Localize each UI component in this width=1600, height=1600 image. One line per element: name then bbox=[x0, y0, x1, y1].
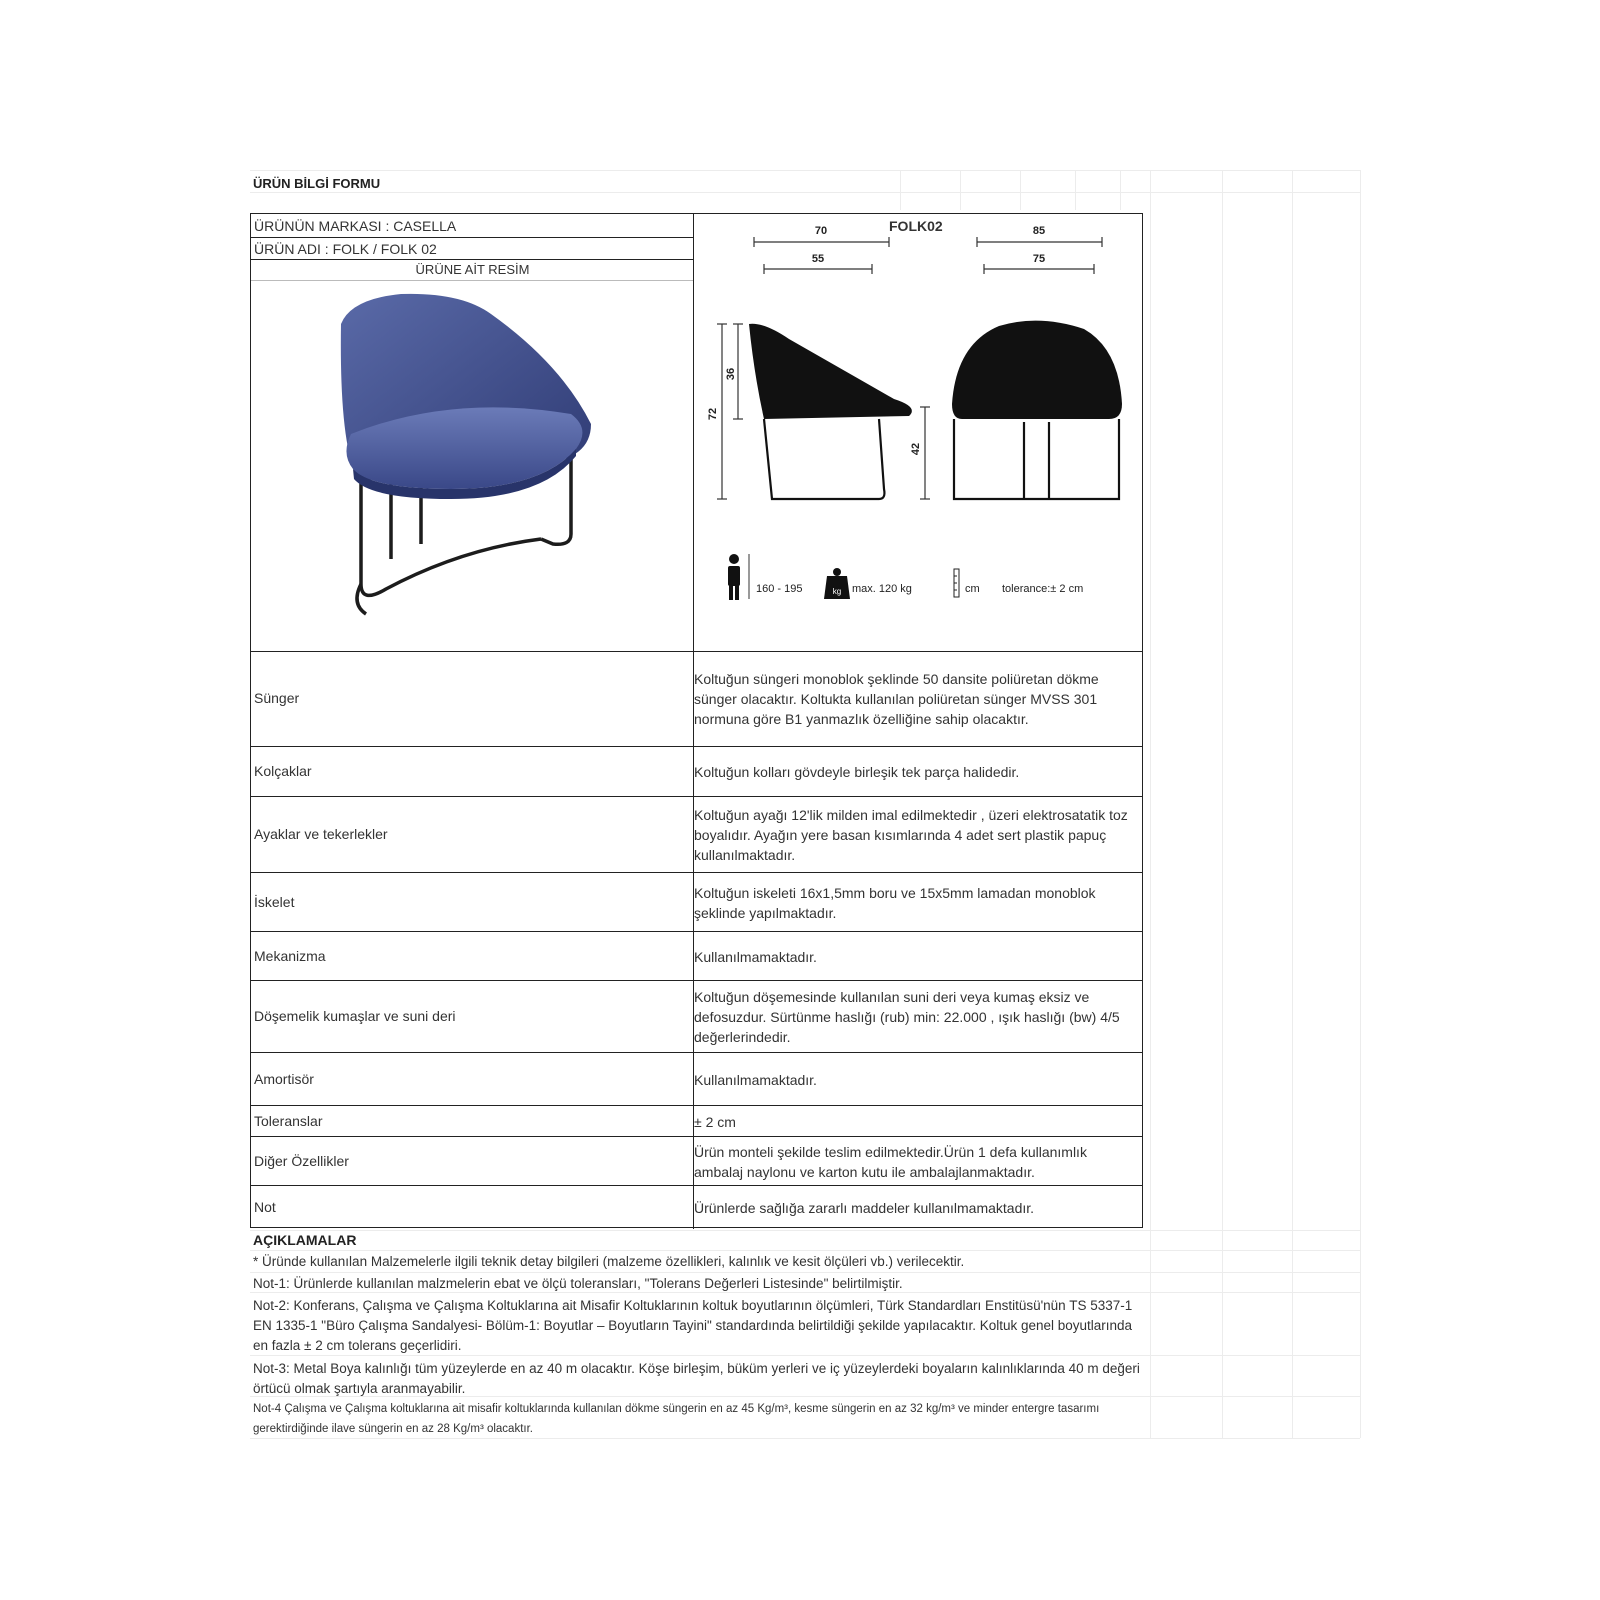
spec-label: Sünger bbox=[254, 690, 300, 706]
product-name-cell: ÜRÜN ADI : FOLK / FOLK 02 bbox=[254, 241, 437, 257]
person-range: 160 - 195 bbox=[756, 583, 803, 595]
spec-value: Ürünlerde sağlığa zararlı maddeler kullanılmamaktadır. bbox=[694, 1199, 1035, 1216]
note-item-4: Not-4 Çalışma ve Çalışma koltuklarına ait misafir koltuklarında kullanılan dökme süngerin en az 45 Kg/m³, kesme süngerin en az 32 kg/m³ ve minder entergre tasarımı gerektirdiğinde ilave süngerin en az 28 Kg/m³ olacaktır. bbox=[253, 1403, 1100, 1435]
spec-value: Koltuğun döşemesinde kullanılan suni deri veya kumaş eksiz ve defosuzdur. Sürtünme haslığı (rub) min: 22.000 , ışık haslığı (bw) 4/5 değerlerindedir. bbox=[694, 989, 1120, 1045]
spec-row bbox=[251, 651, 1142, 747]
spec-value: Koltuğun iskeleti 16x1,5mm boru ve 15x5mm lamadan monoblok şeklinde yapılmaktadır. bbox=[694, 884, 1096, 921]
dim-seat-height: 42 bbox=[910, 442, 922, 456]
notes-title: AÇIKLAMALAR bbox=[253, 1232, 357, 1248]
spec-value: Koltuğun süngeri monoblok şeklinde 50 dansite poliüretan dökme sünger olacaktır. Koltukta kullanılan poliüretan sünger MVSS 301 normuna göre B1 yanmazlık özelliğine sahip olacaktır. bbox=[694, 671, 1099, 727]
spec-label: Diğer Özellikler bbox=[254, 1152, 349, 1169]
spec-row bbox=[251, 1053, 1142, 1106]
dim-depth-top: 85 bbox=[1032, 225, 1046, 237]
spec-row bbox=[251, 932, 1142, 981]
spec-row bbox=[251, 873, 1142, 932]
note-item-0: * Üründe kullanılan Malzemelerle ilgili teknik detay bilgileri (malzeme özellikleri, kalınlık ve kesit ölçüleri vb.) verilecektir. bbox=[253, 1254, 965, 1269]
spec-value: Kullanılmamaktadır. bbox=[694, 1071, 817, 1088]
spec-label: Toleranslar bbox=[254, 1112, 323, 1129]
dim-back-height: 36 bbox=[725, 367, 737, 381]
spec-label: Not bbox=[254, 1198, 276, 1215]
dim-width-seat: 55 bbox=[811, 253, 825, 265]
note-item-2: Not-2: Konferans, Çalışma ve Çalışma Koltuklarına ait Misafir Koltuklarının koltuk boyutlarının ölçümleri, Türk Standardları Enstitüsü'nün TS 5337-1 EN 1335-1 "Büro Çalışma Sandalyesi- Bölüm-1: Boyutlar – Boyutların Tayini" standardında belirtildiği şekilde yapılacaktır. Koltuk genel boyutlarında en fazla ± 2 cm tolerans geçerlidiri. bbox=[253, 1298, 1133, 1353]
brand-cell: ÜRÜNÜN MARKASI : CASELLA bbox=[254, 218, 457, 234]
dim-height-total: 72 bbox=[707, 407, 719, 421]
image-caption: ÜRÜNE AİT RESİM bbox=[415, 262, 530, 277]
spec-label: Mekanizma bbox=[254, 947, 326, 964]
max-load: max. 120 kg bbox=[852, 583, 912, 595]
model-code: FOLK02 bbox=[889, 218, 943, 234]
spec-row bbox=[251, 747, 1142, 797]
kg-label: kg bbox=[832, 587, 842, 596]
spec-label: Döşemelik kumaşlar ve suni deri bbox=[254, 1008, 456, 1024]
spec-label: İskelet bbox=[254, 893, 295, 910]
note-item-1: Not-1: Ürünlerde kullanılan malzmelerin ebat ve ölçü toleransları, "Tolerans Değerleri Listesinde" belirtilmiştir. bbox=[253, 1276, 903, 1291]
chair-photo bbox=[291, 284, 661, 644]
spec-value: Kullanılmamaktadır. bbox=[694, 948, 817, 965]
spec-label: Ayaklar ve tekerlekler bbox=[254, 826, 388, 842]
spec-label: Kolçaklar bbox=[254, 763, 312, 779]
spec-value: Koltuğun kolları gövdeyle birleşik tek parça halidedir. bbox=[694, 764, 1020, 780]
tolerance-label: tolerance:± 2 cm bbox=[1002, 583, 1084, 595]
spec-value: Ürün monteli şekilde teslim edilmektedir.Ürün 1 defa kullanımlık ambalaj naylonu ve karton kutu ile ambalajlanmaktadır. bbox=[694, 1143, 1087, 1180]
form-title: ÜRÜN BİLGİ FORMU bbox=[253, 176, 381, 191]
ruler-icon bbox=[954, 569, 959, 597]
spec-row bbox=[251, 1106, 1142, 1137]
spec-row bbox=[251, 797, 1142, 873]
dim-width-top: 70 bbox=[814, 225, 828, 237]
note-item-3: Not-3: Metal Boya kalınlığı tüm yüzeylerde en az 40 m olacaktır. Köşe birleşim, büküm yerleri ve iç yüzeylerdeki boyaların kalınlıklarında 40 m değeri örtücü olmak şartıyla aranmayabilir. bbox=[253, 1361, 1140, 1396]
unit-label: cm bbox=[965, 583, 980, 595]
person-icon bbox=[728, 554, 740, 600]
spec-row bbox=[251, 1186, 1142, 1229]
spec-row bbox=[251, 981, 1142, 1053]
spec-value: ± 2 cm bbox=[694, 1113, 736, 1130]
spec-row bbox=[251, 1137, 1142, 1186]
dim-depth-seat: 75 bbox=[1032, 253, 1046, 265]
spec-label: Amortisör bbox=[254, 1070, 314, 1087]
spec-value: Koltuğun ayağı 12'lik milden imal edilmektedir , üzeri elektrosatatik toz boyalıdır. Ayağın yere basan kısımlarında 4 adet sert plastik papuç kullanılmaktadır. bbox=[694, 807, 1128, 863]
product-info-table bbox=[250, 213, 1143, 1228]
technical-drawing bbox=[694, 214, 1142, 651]
